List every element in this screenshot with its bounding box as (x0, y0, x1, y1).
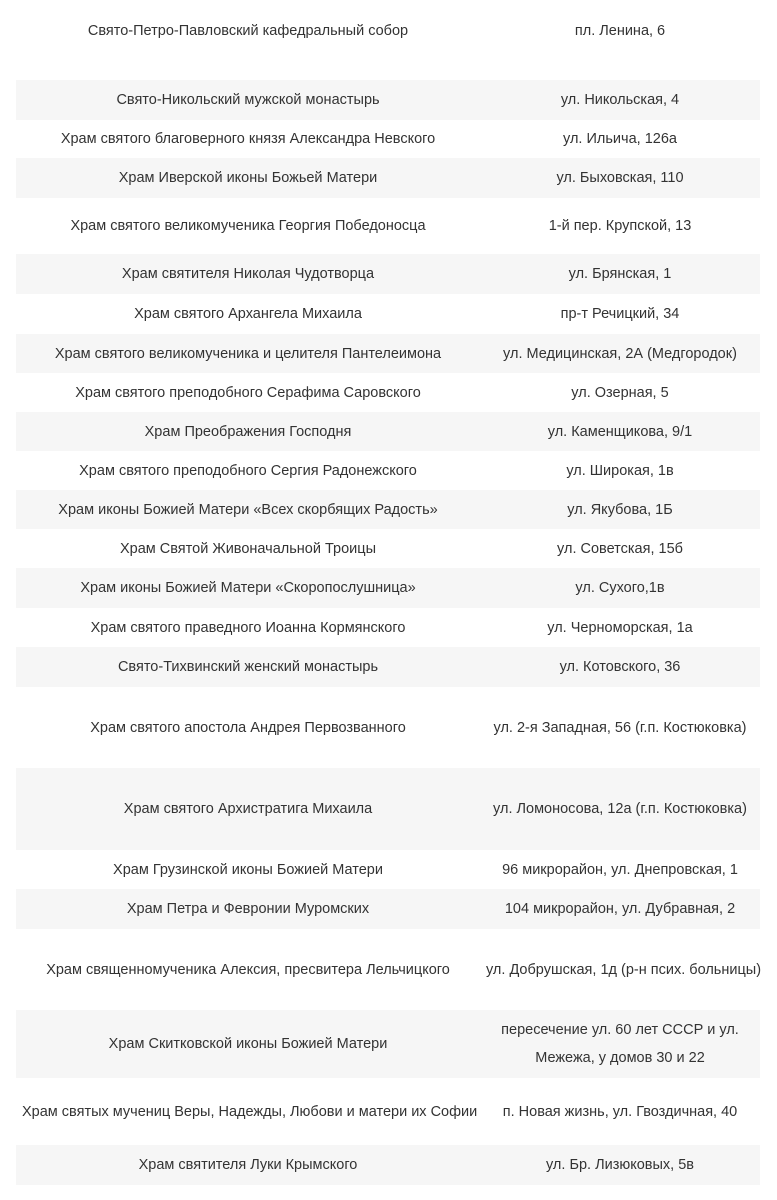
table-row (16, 80, 760, 120)
church-address: ул. Брянская, 1 (568, 266, 672, 282)
church-address: ул. Широкая, 1в (566, 462, 674, 479)
table-row (16, 768, 760, 850)
church-address: ул. Никольская, 4 (560, 92, 680, 108)
church-address: ул. Ильича, 126а (563, 131, 677, 147)
church-address: ул. Черноморская, 1а (547, 619, 693, 636)
table-row (16, 1010, 760, 1078)
table-row (16, 294, 760, 334)
table-row (16, 1078, 760, 1145)
table-row (16, 412, 760, 451)
table-row (16, 568, 760, 608)
church-name: Храм святого преподобного Сергия Радонежского (79, 462, 417, 479)
church-name: Свято-Тихвинский женский монастырь (117, 659, 379, 675)
church-address: 96 микрорайон, ул. Днепровская, 1 (502, 861, 738, 878)
table-row (16, 529, 760, 568)
church-address: ул. 2-я Западная, 56 (г.п. Костюковка) (493, 719, 747, 736)
church-name: Свято-Петро-Павловский кафедральный собор (87, 23, 409, 39)
church-name: Храм святителя Луки Крымского (138, 1157, 358, 1173)
church-name: Храм святого Архистратига Михаила (123, 801, 373, 817)
table-row (16, 490, 760, 529)
church-address: пр-т Речицкий, 34 (560, 306, 680, 322)
church-name: Храм святого апостола Андрея Первозванного (90, 719, 406, 736)
table-row (16, 254, 760, 294)
table-row (16, 451, 760, 490)
church-address: ул. Сухого,1в (575, 580, 665, 596)
church-name: Храм святого великомученика Георгия Победоносца (70, 218, 426, 234)
table-row (16, 158, 760, 198)
church-name: Храм святого Архангела Михаила (134, 306, 362, 322)
church-name: Храм Преображения Господня (144, 423, 352, 440)
church-name: Храм Иверской иконы Божьей Матери (118, 170, 378, 186)
church-name: Храм святого великомученика и целителя Пантелеимона (54, 345, 442, 362)
table-row (16, 334, 760, 373)
table-row (16, 687, 760, 768)
church-address: ул. Быховская, 110 (556, 170, 684, 186)
church-address: ул. Медицинская, 2А (Медгородок) (503, 345, 737, 362)
church-address: ул. Каменщикова, 9/1 (547, 423, 693, 440)
table-row (16, 929, 760, 1010)
church-name: Храм Грузинской иконы Божией Матери (113, 861, 383, 878)
table-row (16, 1145, 760, 1185)
table-row (16, 0, 760, 62)
church-address: пл. Ленина, 6 (574, 23, 666, 39)
church-name: Храм Святой Живоначальной Троицы (119, 540, 376, 557)
church-name: Храм святого праведного Иоанна Кормянского (90, 619, 406, 636)
church-name: Храм иконы Божией Матери «Скоропослушница» (80, 580, 416, 596)
church-address: пересечение ул. 60 лет СССР и ул. Межежа, у домов 30 и 22 (501, 1022, 739, 1066)
church-address: ул. Якубова, 1Б (567, 501, 673, 518)
church-address: ул. Ломоносова, 12а (г.п. Костюковка) (493, 801, 747, 817)
church-name: Храм священномученика Алексия, пресвитера Лельчицкого (46, 961, 450, 978)
church-name: Храм святых мучениц Веры, Надежды, Любови и матери их Софии (22, 1103, 478, 1120)
table-row (16, 373, 760, 412)
table-row (16, 850, 760, 889)
church-name: Храм святителя Николая Чудотворца (121, 266, 375, 282)
church-address: ул. Добрушская, 1д (р-н псих. больницы) (486, 961, 762, 978)
church-address: п. Новая жизнь, ул. Гвоздичная, 40 (502, 1103, 738, 1120)
church-name: Храм святого преподобного Серафима Саровского (75, 384, 421, 401)
church-address: ул. Советская, 15б (557, 540, 683, 557)
church-name: Храм Петра и Февронии Муромских (126, 901, 370, 917)
table-row (16, 889, 760, 929)
church-address: ул. Котовского, 36 (559, 659, 681, 675)
church-name: Свято-Никольский мужской монастырь (116, 92, 380, 108)
table-row (16, 198, 760, 254)
church-name: Храм святого благоверного князя Александра Невского (60, 131, 436, 147)
table-row (16, 120, 760, 158)
church-address: ул. Озерная, 5 (571, 384, 669, 401)
church-address: ул. Бр. Лизюковых, 5в (546, 1157, 694, 1173)
table-row (16, 608, 760, 647)
church-address: 104 микрорайон, ул. Дубравная, 2 (504, 901, 736, 917)
church-name: Храм иконы Божией Матери «Всех скорбящих Радость» (58, 501, 438, 518)
church-address: 1-й пер. Крупской, 13 (548, 218, 692, 234)
church-name: Храм Скитковской иконы Божией Матери (108, 1036, 388, 1052)
table-row (16, 647, 760, 687)
